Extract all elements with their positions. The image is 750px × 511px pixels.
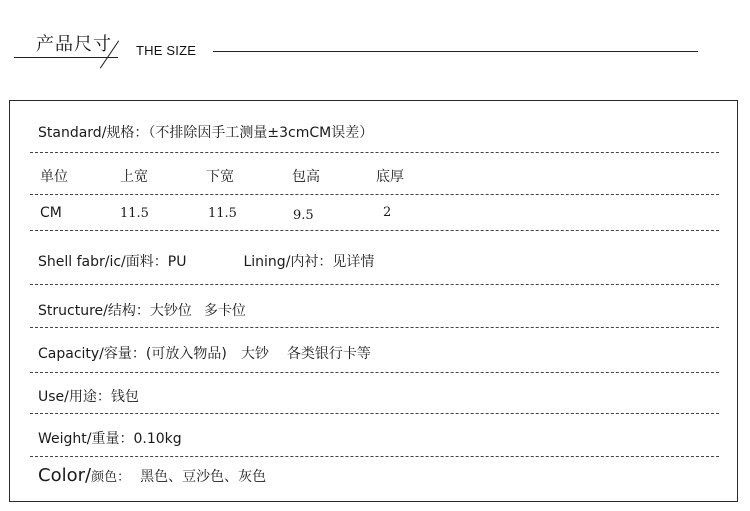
row-divider	[30, 152, 719, 153]
capacity-value-3: 各类银行卡等	[286, 346, 371, 362]
value-unit: CM	[40, 205, 62, 221]
section-title: 产品尺寸	[36, 34, 112, 55]
capacity-value-1: (可放入物品)	[145, 346, 227, 362]
structure-row	[38, 300, 246, 320]
color-value: 黑色、豆沙色、灰色	[140, 469, 267, 485]
weight-value: 0.10kg	[133, 431, 182, 447]
value-bag-height: 9.5	[293, 208, 314, 223]
value-top-width: 11.5	[120, 206, 149, 221]
structure-value-1: 大钞位	[149, 303, 192, 319]
standard-label: Standard/规格：	[38, 125, 149, 141]
structure-value-2: 多卡位	[203, 303, 246, 319]
shell-label: Shell fabr/ic/面料：	[38, 254, 168, 270]
header-bag-height: 包高	[292, 169, 320, 185]
title-underline	[14, 57, 118, 58]
row-divider	[30, 230, 719, 231]
standard-note: （不排除因手工测量±3cmCM误差）	[148, 125, 374, 141]
value-bottom-width: 11.5	[208, 206, 237, 221]
color-label-cn: 颜色：	[91, 470, 131, 485]
weight-label: Weight/重量：	[38, 431, 134, 447]
standard-row	[38, 122, 373, 142]
row-divider	[30, 327, 719, 328]
structure-label: Structure/结构：	[38, 303, 150, 319]
use-value: 钱包	[110, 389, 139, 405]
shell-value: PU	[167, 254, 187, 270]
header-top-width: 上宽	[120, 169, 148, 185]
lining-label: Lining/内衬：	[243, 254, 333, 270]
capacity-row	[38, 343, 371, 363]
material-row	[38, 251, 374, 271]
use-label: Use/用途：	[38, 389, 111, 405]
capacity-value-2: 大钞	[240, 346, 269, 362]
header-unit: 单位	[40, 169, 68, 185]
row-divider	[30, 194, 719, 195]
weight-row	[38, 428, 182, 448]
row-divider	[30, 456, 719, 457]
lining-value: 见详情	[332, 254, 375, 270]
color-label-en: Color/	[38, 465, 92, 486]
capacity-label: Capacity/容量：	[38, 346, 146, 362]
header-rule	[213, 51, 698, 52]
value-bottom-thickness: 2	[383, 205, 392, 220]
section-subtitle: THE SIZE	[136, 43, 197, 58]
row-divider	[30, 413, 719, 414]
header-bottom-thickness: 底厚	[376, 169, 404, 185]
color-row	[38, 465, 266, 486]
header-bottom-width: 下宽	[206, 169, 234, 185]
row-divider	[30, 284, 719, 285]
row-divider	[30, 372, 719, 373]
use-row	[38, 386, 139, 406]
